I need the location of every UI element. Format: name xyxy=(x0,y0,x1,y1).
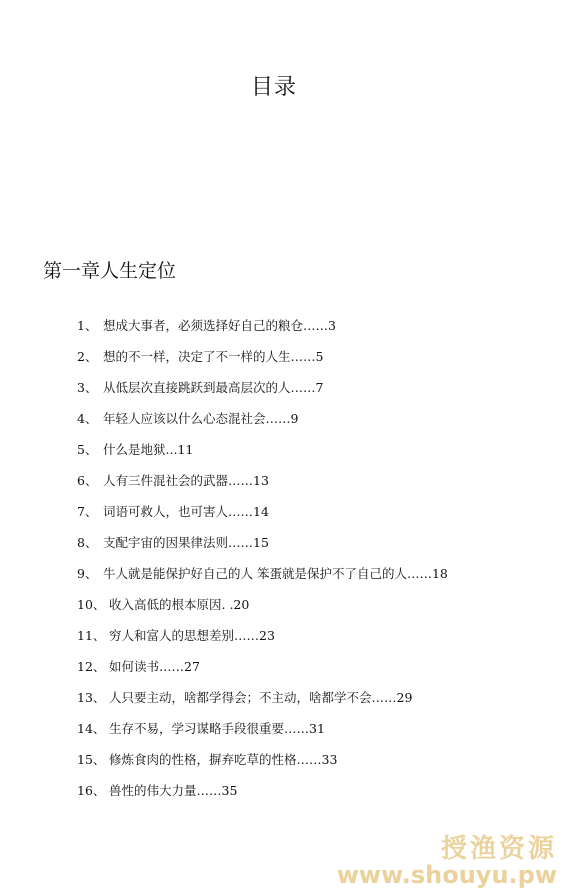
toc-entry-text: 从低层次直接跳跃到最高层次的人……7 xyxy=(103,380,324,395)
watermark-url: www.shouyu.pw xyxy=(336,860,557,889)
toc-entry-number: 11、 xyxy=(77,628,106,643)
toc-entry[interactable] xyxy=(0,657,565,688)
toc-entry-number: 1、 xyxy=(77,318,98,333)
toc-entry-text: 想的不一样，决定了不一样的人生……5 xyxy=(103,349,324,364)
toc-entry-text: 穷人和富人的思想差别……23 xyxy=(109,628,275,643)
toc-entry[interactable] xyxy=(0,595,565,626)
toc-entry[interactable] xyxy=(0,502,565,533)
toc-entry-number: 15、 xyxy=(77,752,106,767)
toc-entry[interactable] xyxy=(0,688,565,719)
chapter-heading: 第一章人生定位 xyxy=(43,260,177,282)
toc-entry-text: 什么是地狱...11 xyxy=(103,442,194,457)
toc-entry-number: 7、 xyxy=(77,504,98,519)
toc-entry-number: 14、 xyxy=(77,721,106,736)
toc-entry-text: 支配宇宙的因果律法则……15 xyxy=(103,535,269,550)
toc-entry-text: 修炼食肉的性格，摒弃吃草的性格……33 xyxy=(109,752,338,767)
toc-entry-text: 生存不易，学习谋略手段很重要……31 xyxy=(109,721,325,736)
toc-entry-text: 人有三件混社会的武器……13 xyxy=(103,473,269,488)
toc-entry-text: 年轻人应该以什么心态混社会……9 xyxy=(103,411,299,426)
toc-entry[interactable] xyxy=(0,471,565,502)
toc-entry-number: 8、 xyxy=(77,535,98,550)
toc-entry[interactable] xyxy=(0,564,565,595)
toc-entry-number: 13、 xyxy=(77,690,106,705)
toc-entry[interactable] xyxy=(0,409,565,440)
toc-entry-number: 2、 xyxy=(77,349,98,364)
toc-entry-text: 想成大事者，必须选择好自己的粮仓……3 xyxy=(103,318,336,333)
toc-entry-text: 牛人就是能保护好自己的人 笨蛋就是保护不了自己的人……18 xyxy=(103,566,448,581)
toc-entry[interactable] xyxy=(0,781,565,812)
toc-entry-number: 16、 xyxy=(77,783,106,798)
toc-entry-text: 兽性的伟大力量……35 xyxy=(109,783,238,798)
toc-title: 目录 xyxy=(250,75,297,100)
toc-entry[interactable] xyxy=(0,378,565,409)
toc-entry-text: 人只要主动，啥都学得会；不主动，啥都学不会……29 xyxy=(109,690,413,705)
toc-entry[interactable] xyxy=(0,719,565,750)
toc-entry-text: 词语可救人，也可害人……14 xyxy=(103,504,269,519)
toc-entry-number: 12、 xyxy=(77,659,106,674)
toc-entry-text: 如何读书……27 xyxy=(109,659,200,674)
watermark xyxy=(336,833,557,889)
toc-entry[interactable] xyxy=(0,316,565,347)
toc-entry-text: 收入高低的根本原因. .20 xyxy=(109,597,250,612)
toc-entry-number: 5、 xyxy=(77,442,98,457)
toc-entry[interactable] xyxy=(0,347,565,378)
toc-entry[interactable] xyxy=(0,626,565,657)
toc-entry-number: 3、 xyxy=(77,380,98,395)
watermark-chinese: 授渔资源 xyxy=(440,833,557,864)
toc-list xyxy=(0,316,565,812)
toc-entry[interactable] xyxy=(0,440,565,471)
toc-entry[interactable] xyxy=(0,533,565,564)
toc-entry-number: 9、 xyxy=(77,566,98,581)
toc-entry-number: 10、 xyxy=(77,597,106,612)
toc-entry-number: 4、 xyxy=(77,411,98,426)
toc-entry-number: 6、 xyxy=(77,473,98,488)
toc-entry[interactable] xyxy=(0,750,565,781)
